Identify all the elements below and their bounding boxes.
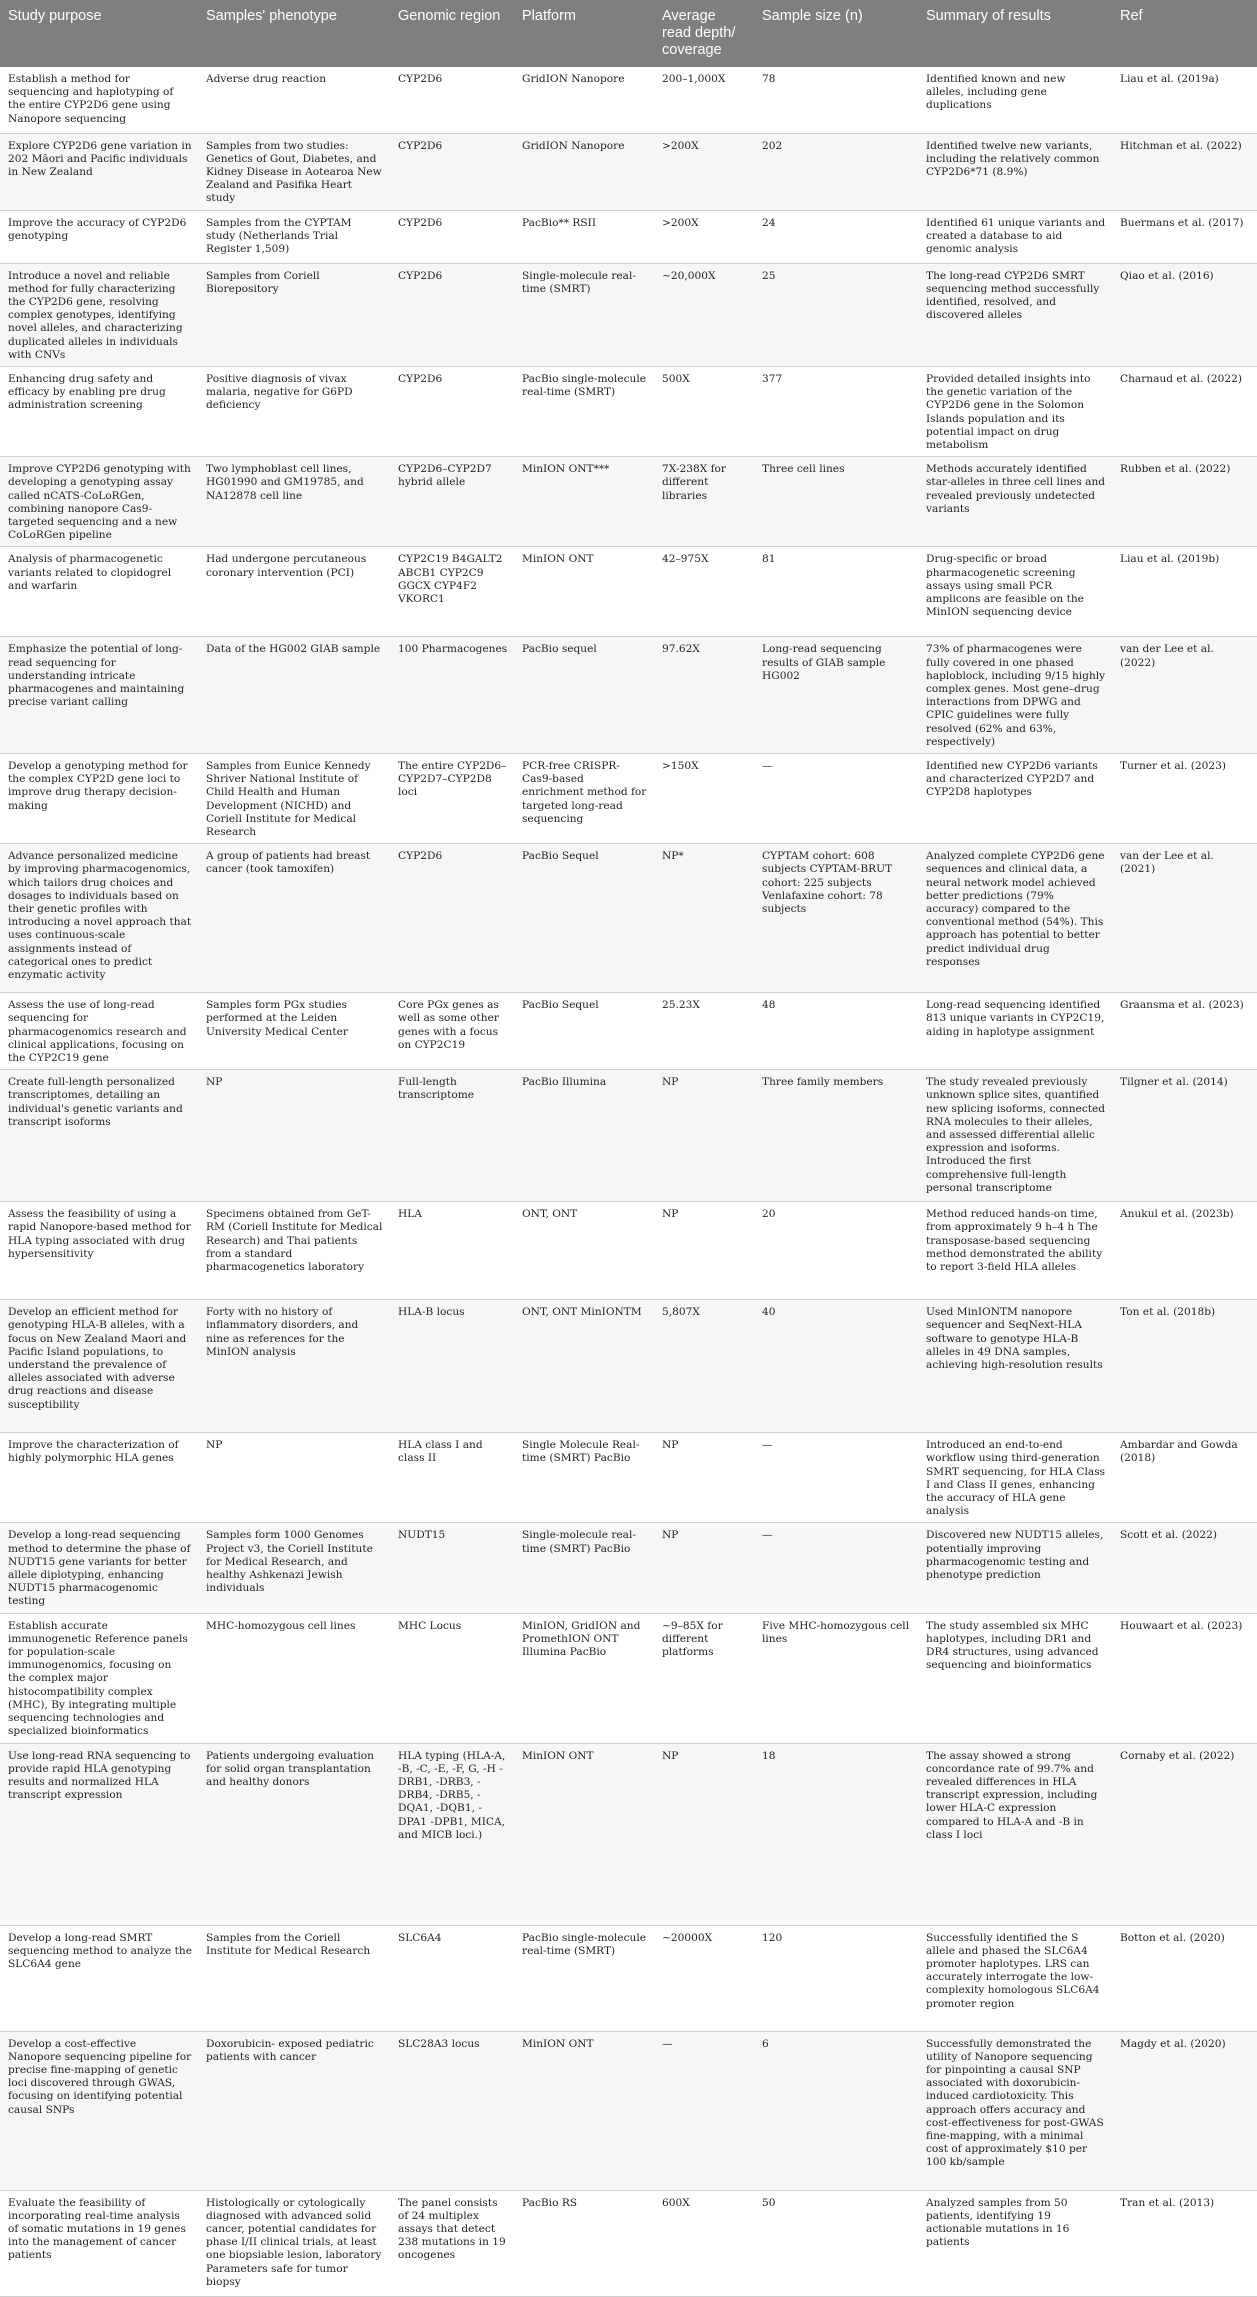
cell-genomic-region: HLA [390, 1202, 514, 1300]
cell-read-depth: 42–975X [654, 547, 754, 637]
cell-study-purpose: Assess the use of long-read sequencing for pharmacogenomics research and clinical applications, focusing on the CYP2C19 gene [0, 993, 198, 1070]
cell-summary: Identified new CYP2D6 variants and characterized CYP2D7 and CYP2D8 haplotypes [918, 754, 1112, 844]
cell-summary: 73% of pharmacogenes were fully covered in one phased haploblock, including 9/15 highly complex genes. Most gene–drug interactions from DPWG and CPIC guidelines were fully resolved (62% and 63%, respectively) [918, 637, 1112, 754]
cell-ref: van der Lee et al. (2021) [1112, 844, 1257, 993]
cell-study-purpose: Improve CYP2D6 genotyping with developing a genotyping assay called nCATS-CoLoRGen, combining nanopore Cas9-targeted sequencing and a new CoLoRGen pipeline [0, 457, 198, 547]
cell-summary: The assay showed a strong concordance rate of 99.7% and revealed differences in HLA transcript expression, including lower HLA-C expression compared to HLA-A and -B in class I loci [918, 1743, 1112, 1925]
cell-read-depth: ~20000X [654, 1925, 754, 2031]
cell-platform: PacBio Sequel [514, 844, 654, 993]
cell-genomic-region: Full-length transcriptome [390, 1070, 514, 1202]
cell-sample-size: 25 [754, 263, 918, 366]
table-row [0, 210, 1257, 263]
cell-summary: The study assembled six MHC haplotypes, including DR1 and DR4 structures, using advanced sequencing and bioinformatics [918, 1613, 1112, 1743]
cell-summary: Drug-specific or broad pharmacogenetic screening assays using small PCR amplicons are feasible on the MinION sequencing device [918, 547, 1112, 637]
cell-genomic-region: 100 Pharmacogenes [390, 637, 514, 754]
cell-ref: Tilgner et al. (2014) [1112, 1070, 1257, 1202]
cell-ref: Rubben et al. (2022) [1112, 457, 1257, 547]
cell-sample-size: 202 [754, 133, 918, 210]
cell-platform: PacBio Illumina [514, 1070, 654, 1202]
cell-read-depth: 7X-238X for different libraries [654, 457, 754, 547]
cell-summary: Identified known and new alleles, including gene duplications [918, 67, 1112, 133]
cell-ref: Tran et al. (2013) [1112, 2190, 1257, 2296]
header-summary: Summary of results [918, 0, 1112, 67]
header-read-depth: Average read depth/ coverage [654, 0, 754, 67]
cell-platform: MinION ONT [514, 547, 654, 637]
header-study-purpose: Study purpose [0, 0, 198, 67]
cell-study-purpose: Develop a long-read SMRT sequencing method to analyze the SLC6A4 gene [0, 1925, 198, 2031]
cell-samples-phenotype: Doxorubicin- exposed pediatric patients with cancer [198, 2031, 390, 2190]
table-row [0, 366, 1257, 456]
cell-samples-phenotype: Samples from Eunice Kennedy Shriver National Institute of Child Health and Human Development (NICHD) and Coriell Institute for Medical Research [198, 754, 390, 844]
table-row [0, 547, 1257, 637]
cell-genomic-region: NUDT15 [390, 1523, 514, 1613]
cell-study-purpose: Improve the characterization of highly polymorphic HLA genes [0, 1433, 198, 1523]
cell-sample-size: Three cell lines [754, 457, 918, 547]
cell-genomic-region: CYP2D6 [390, 210, 514, 263]
cell-read-depth: 5,807X [654, 1300, 754, 1433]
table-row [0, 1523, 1257, 1613]
cell-platform: Single-molecule real-time (SMRT) PacBio [514, 1523, 654, 1613]
cell-study-purpose: Assess the feasibility of using a rapid Nanopore-based method for HLA typing associated with drug hypersensitivity [0, 1202, 198, 1300]
cell-study-purpose: Create full-length personalized transcriptomes, detailing an individual's genetic variants and transcript isoforms [0, 1070, 198, 1202]
cell-read-depth: ~20,000X [654, 263, 754, 366]
cell-study-purpose: Emphasize the potential of long-read sequencing for understanding intricate pharmacogenes and maintaining precise variant calling [0, 637, 198, 754]
cell-summary: Introduced an end-to-end workflow using third-generation SMRT sequencing, for HLA Class I and Class II genes, enhancing the accuracy of HLA gene analysis [918, 1433, 1112, 1523]
cell-samples-phenotype: Patients undergoing evaluation for solid organ transplantation and healthy donors [198, 1743, 390, 1925]
cell-summary: The study revealed previously unknown splice sites, quantified new splicing isoforms, connected RNA molecules to their alleles, and assessed differential allelic expression and isoforms. Introduced the first comprehensive full-length personal transcriptome [918, 1070, 1112, 1202]
cell-ref: Qiao et al. (2016) [1112, 263, 1257, 366]
cell-sample-size: 20 [754, 1202, 918, 1300]
table-row [0, 2190, 1257, 2296]
cell-sample-size: 18 [754, 1743, 918, 1925]
cell-genomic-region: HLA class I and class II [390, 1433, 514, 1523]
cell-ref: Botton et al. (2020) [1112, 1925, 1257, 2031]
cell-sample-size: 81 [754, 547, 918, 637]
cell-summary: Identified 61 unique variants and created a database to aid genomic analysis [918, 210, 1112, 263]
cell-read-depth: 200–1,000X [654, 67, 754, 133]
cell-genomic-region: SLC6A4 [390, 1925, 514, 2031]
cell-samples-phenotype: Forty with no history of inflammatory disorders, and nine as references for the MinION analysis [198, 1300, 390, 1433]
cell-sample-size: 24 [754, 210, 918, 263]
cell-platform: MinION ONT [514, 2031, 654, 2190]
header-row [0, 0, 1257, 67]
table-row [0, 133, 1257, 210]
cell-ref: Scott et al. (2022) [1112, 1523, 1257, 1613]
table-row [0, 1300, 1257, 1433]
table-row [0, 1070, 1257, 1202]
cell-samples-phenotype: MHC-homozygous cell lines [198, 1613, 390, 1743]
cell-samples-phenotype: NP [198, 1433, 390, 1523]
table-row [0, 1613, 1257, 1743]
cell-read-depth: >200X [654, 210, 754, 263]
cell-summary: Successfully demonstrated the utility of Nanopore sequencing for pinpointing a causal SNP associated with doxorubicin-induced cardiotoxicity. This approach offers accuracy and cost-effectiveness for post-GWAS fine-mapping, with a minimal cost of approximately $10 per 100 kb/sample [918, 2031, 1112, 2190]
cell-samples-phenotype: Had undergone percutaneous coronary intervention (PCI) [198, 547, 390, 637]
cell-study-purpose: Enhancing drug safety and efficacy by enabling pre drug administration screening [0, 366, 198, 456]
table-row [0, 67, 1257, 133]
cell-genomic-region: CYP2C19 B4GALT2 ABCB1 CYP2C9 GGCX CYP4F2 VKORC1 [390, 547, 514, 637]
cell-read-depth: NP [654, 1202, 754, 1300]
cell-read-depth: NP [654, 1070, 754, 1202]
cell-study-purpose: Establish a method for sequencing and haplotyping of the entire CYP2D6 gene using Nanopore sequencing [0, 67, 198, 133]
cell-study-purpose: Advance personalized medicine by improving pharmacogenomics, which tailors drug choices and dosages to individuals based on their genetic profiles with introducing a novel approach that uses continuous-scale assignments instead of categorical ones to predict enzymatic activity [0, 844, 198, 993]
cell-genomic-region: HLA typing (HLA-A, -B, -C, -E, -F, G, -H -DRB1, -DRB3, -DRB4, -DRB5, -DQA1, -DQB1, -DPA1 -DPB1, MICA, and MICB loci.) [390, 1743, 514, 1925]
cell-summary: Method reduced hands-on time, from approximately 9 h–4 h The transposase-based sequencing method demonstrated the ability to report 3-field HLA alleles [918, 1202, 1112, 1300]
cell-sample-size: 120 [754, 1925, 918, 2031]
cell-sample-size: — [754, 754, 918, 844]
cell-study-purpose: Establish accurate immunogenetic Reference panels for population-scale immunogenomics, focusing on the complex major histocompatibility complex (MHC), By integrating multiple sequencing technologies and specialized bioinformatics [0, 1613, 198, 1743]
cell-samples-phenotype: Samples from the CYPTAM study (Netherlands Trial Register 1,509) [198, 210, 390, 263]
header-platform: Platform [514, 0, 654, 67]
cell-platform: PacBio sequel [514, 637, 654, 754]
cell-ref: Cornaby et al. (2022) [1112, 1743, 1257, 1925]
cell-ref: Liau et al. (2019b) [1112, 547, 1257, 637]
cell-platform: Single Molecule Real-time (SMRT) PacBio [514, 1433, 654, 1523]
cell-read-depth: ~9–85X for different platforms [654, 1613, 754, 1743]
cell-read-depth: >200X [654, 133, 754, 210]
cell-platform: MinION ONT*** [514, 457, 654, 547]
cell-platform: ONT, ONT [514, 1202, 654, 1300]
table-row [0, 1202, 1257, 1300]
cell-read-depth: 25.23X [654, 993, 754, 1070]
cell-genomic-region: CYP2D6 [390, 844, 514, 993]
cell-genomic-region: CYP2D6 [390, 366, 514, 456]
cell-samples-phenotype: A group of patients had breast cancer (took tamoxifen) [198, 844, 390, 993]
cell-ref: Ambardar and Gowda (2018) [1112, 1433, 1257, 1523]
cell-read-depth: >150X [654, 754, 754, 844]
cell-genomic-region: SLC28A3 locus [390, 2031, 514, 2190]
cell-platform: PacBio** RSII [514, 210, 654, 263]
cell-ref: Anukul et al. (2023b) [1112, 1202, 1257, 1300]
cell-samples-phenotype: Samples from two studies: Genetics of Gout, Diabetes, and Kidney Disease in Aotearoa New Zealand and Pasifika Heart study [198, 133, 390, 210]
cell-summary: Long-read sequencing identified 813 unique variants in CYP2C19, aiding in haplotype assignment [918, 993, 1112, 1070]
cell-sample-size: 40 [754, 1300, 918, 1433]
cell-platform: Single-molecule real-time (SMRT) [514, 263, 654, 366]
cell-read-depth: NP [654, 1523, 754, 1613]
cell-genomic-region: The entire CYP2D6–CYP2D7–CYP2D8 loci [390, 754, 514, 844]
cell-sample-size: — [754, 1433, 918, 1523]
table-row [0, 754, 1257, 844]
cell-platform: ONT, ONT MinIONTM [514, 1300, 654, 1433]
cell-sample-size: 377 [754, 366, 918, 456]
cell-study-purpose: Evaluate the feasibility of incorporating real-time analysis of somatic mutations in 19 genes into the management of cancer patients [0, 2190, 198, 2296]
cell-ref: Magdy et al. (2020) [1112, 2031, 1257, 2190]
cell-summary: Discovered new NUDT15 alleles, potentially improving pharmacogenomic testing and phenotype prediction [918, 1523, 1112, 1613]
cell-summary: Successfully identified the S allele and phased the SLC6A4 promoter haplotypes. LRS can accurately interrogate the low-complexity homologous SLC6A4 promoter region [918, 1925, 1112, 2031]
cell-platform: MinION, GridION and PromethION ONT Illumina PacBio [514, 1613, 654, 1743]
cell-ref: Liau et al. (2019a) [1112, 67, 1257, 133]
cell-summary: Used MinIONTM nanopore sequencer and SeqNext-HLA software to genotype HLA-B alleles in 49 DNA samples, achieving high-resolution results [918, 1300, 1112, 1433]
cell-samples-phenotype: NP [198, 1070, 390, 1202]
table-row [0, 844, 1257, 993]
table-header [0, 0, 1257, 67]
cell-ref: Houwaart et al. (2023) [1112, 1613, 1257, 1743]
cell-sample-size: 50 [754, 2190, 918, 2296]
cell-samples-phenotype: Samples from the Coriell Institute for Medical Research [198, 1925, 390, 2031]
cell-sample-size: 6 [754, 2031, 918, 2190]
table-row [0, 993, 1257, 1070]
cell-platform: PacBio single-molecule real-time (SMRT) [514, 366, 654, 456]
cell-read-depth: 500X [654, 366, 754, 456]
cell-summary: Analyzed samples from 50 patients, identifying 19 actionable mutations in 16 patients [918, 2190, 1112, 2296]
cell-study-purpose: Develop a genotyping method for the complex CYP2D gene loci to improve drug therapy decision-making [0, 754, 198, 844]
cell-genomic-region: Core PGx genes as well as some other genes with a focus on CYP2C19 [390, 993, 514, 1070]
cell-sample-size: Five MHC-homozygous cell lines [754, 1613, 918, 1743]
cell-sample-size: CYPTAM cohort: 608 subjects CYPTAM-BRUT cohort: 225 subjects Venlafaxine cohort: 78 subjects [754, 844, 918, 993]
cell-sample-size: 48 [754, 993, 918, 1070]
cell-summary: The long-read CYP2D6 SMRT sequencing method successfully identified, resolved, and discovered alleles [918, 263, 1112, 366]
cell-ref: Buermans et al. (2017) [1112, 210, 1257, 263]
cell-samples-phenotype: Specimens obtained from GeT-RM (Coriell Institute for Medical Research) and Thai patients from a standard pharmacogenetics laboratory [198, 1202, 390, 1300]
cell-summary: Methods accurately identified star-alleles in three cell lines and revealed previously undetected variants [918, 457, 1112, 547]
cell-read-depth: 600X [654, 2190, 754, 2296]
cell-study-purpose: Improve the accuracy of CYP2D6 genotyping [0, 210, 198, 263]
cell-summary: Provided detailed insights into the genetic variation of the CYP2D6 gene in the Solomon Islands population and its potential impact on drug metabolism [918, 366, 1112, 456]
cell-study-purpose: Introduce a novel and reliable method for fully characterizing the CYP2D6 gene, resolving complex genotypes, identifying novel alleles, and characterizing duplicated alleles in individuals with CNVs [0, 263, 198, 366]
cell-platform: GridION Nanopore [514, 67, 654, 133]
cell-samples-phenotype: Positive diagnosis of vivax malaria, negative for G6PD deficiency [198, 366, 390, 456]
cell-samples-phenotype: Two lymphoblast cell lines, HG01990 and GM19785, and NA12878 cell line [198, 457, 390, 547]
cell-samples-phenotype: Adverse drug reaction [198, 67, 390, 133]
cell-samples-phenotype: Samples form PGx studies performed at the Leiden University Medical Center [198, 993, 390, 1070]
cell-ref: Graansma et al. (2023) [1112, 993, 1257, 1070]
cell-summary: Analyzed complete CYP2D6 gene sequences and clinical data, a neural network model achieved better predictions (79% accuracy) compared to the conventional method (54%). This approach has potential to better predict individual drug responses [918, 844, 1112, 993]
cell-study-purpose: Use long-read RNA sequencing to provide rapid HLA genotyping results and normalized HLA transcript expression [0, 1743, 198, 1925]
cell-platform: MinION ONT [514, 1743, 654, 1925]
cell-platform: PacBio Sequel [514, 993, 654, 1070]
cell-genomic-region: CYP2D6 [390, 263, 514, 366]
cell-samples-phenotype: Samples form 1000 Genomes Project v3, the Coriell Institute for Medical Research, and healthy Ashkenazi Jewish individuals [198, 1523, 390, 1613]
cell-ref: Turner et al. (2023) [1112, 754, 1257, 844]
cell-genomic-region: CYP2D6–CYP2D7 hybrid allele [390, 457, 514, 547]
cell-samples-phenotype: Samples from Coriell Biorepository [198, 263, 390, 366]
cell-genomic-region: HLA-B locus [390, 1300, 514, 1433]
cell-study-purpose: Develop an efficient method for genotyping HLA-B alleles, with a focus on New Zealand Maori and Pacific Island populations, to understand the prevalence of alleles associated with adverse drug reactions and disease susceptibility [0, 1300, 198, 1433]
cell-sample-size: Long-read sequencing results of GIAB sample HG002 [754, 637, 918, 754]
cell-study-purpose: Develop a cost-effective Nanopore sequencing pipeline for precise fine-mapping of genetic loci discovered through GWAS, focusing on identifying potential causal SNPs [0, 2031, 198, 2190]
cell-sample-size: Three family members [754, 1070, 918, 1202]
cell-genomic-region: CYP2D6 [390, 67, 514, 133]
cell-genomic-region: MHC Locus [390, 1613, 514, 1743]
cell-ref: Hitchman et al. (2022) [1112, 133, 1257, 210]
cell-read-depth: NP [654, 1743, 754, 1925]
table-row [0, 637, 1257, 754]
cell-study-purpose: Develop a long-read sequencing method to determine the phase of NUDT15 gene variants for better allele diplotyping, enhancing NUDT15 pharmacogenomic testing [0, 1523, 198, 1613]
cell-samples-phenotype: Histologically or cytologically diagnosed with advanced solid cancer, potential candidates for phase I/II clinical trials, at least one biopsiable lesion, laboratory Parameters safe for tumor biopsy [198, 2190, 390, 2296]
table-row [0, 1433, 1257, 1523]
cell-study-purpose: Analysis of pharmacogenetic variants related to clopidogrel and warfarin [0, 547, 198, 637]
cell-platform: GridION Nanopore [514, 133, 654, 210]
header-genomic-region: Genomic region [390, 0, 514, 67]
table-row [0, 2031, 1257, 2190]
cell-genomic-region: CYP2D6 [390, 133, 514, 210]
cell-read-depth: NP [654, 1433, 754, 1523]
header-samples-phenotype: Samples' phenotype [198, 0, 390, 67]
cell-genomic-region: The panel consists of 24 multiplex assays that detect 238 mutations in 19 oncogenes [390, 2190, 514, 2296]
header-sample-size: Sample size (n) [754, 0, 918, 67]
header-ref: Ref [1112, 0, 1257, 67]
cell-study-purpose: Explore CYP2D6 gene variation in 202 Māori and Pacific individuals in New Zealand [0, 133, 198, 210]
cell-summary: Identified twelve new variants, including the relatively common CYP2D6*71 (8.9%) [918, 133, 1112, 210]
cell-platform: PacBio single-molecule real-time (SMRT) [514, 1925, 654, 2031]
cell-read-depth: 97.62X [654, 637, 754, 754]
cell-platform: PacBio RS [514, 2190, 654, 2296]
cell-ref: Ton et al. (2018b) [1112, 1300, 1257, 1433]
cell-read-depth: — [654, 2031, 754, 2190]
cell-read-depth: NP* [654, 844, 754, 993]
cell-samples-phenotype: Data of the HG002 GIAB sample [198, 637, 390, 754]
cell-ref: van der Lee et al. (2022) [1112, 637, 1257, 754]
table-row [0, 457, 1257, 547]
cell-platform: PCR-free CRISPR-Cas9-based enrichment method for targeted long-read sequencing [514, 754, 654, 844]
table-body [0, 67, 1257, 2296]
cell-ref: Charnaud et al. (2022) [1112, 366, 1257, 456]
cell-sample-size: 78 [754, 67, 918, 133]
cell-sample-size: — [754, 1523, 918, 1613]
table-row [0, 263, 1257, 366]
table-row [0, 1925, 1257, 2031]
table-row [0, 1743, 1257, 1925]
